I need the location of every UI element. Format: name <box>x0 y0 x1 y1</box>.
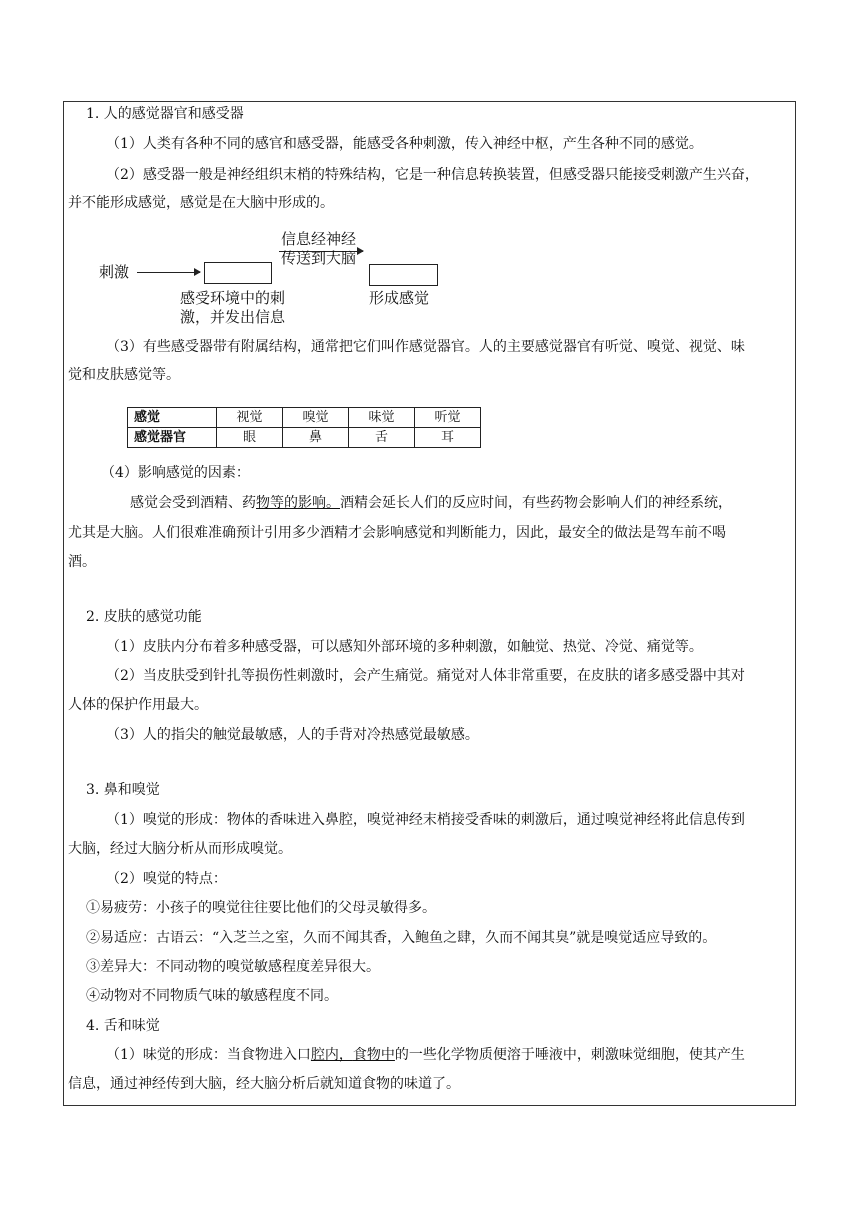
underlined-text: 腔内， <box>310 1047 353 1063</box>
s3-list-item-1: ①易疲劳：小孩子的嗅觉往往要比他们的父母灵敏得多。 <box>86 900 436 916</box>
s2-paragraph-3: （3）人的指尖的触觉最敏感，人的手背对冷热感觉最敏感。 <box>106 727 479 743</box>
text-span: 感觉会受到酒精、药 <box>130 495 256 511</box>
s1-paragraph-3-line-1: （3）有些感受器带有附属结构，通常把它们叫作感觉器官。人的主要感觉器官有听觉、嗅觉、视觉、味 <box>106 339 745 355</box>
table-row <box>128 428 481 448</box>
table-cell: 舌 <box>349 428 415 448</box>
s1-paragraph-4-line-1 <box>130 493 732 513</box>
section-1-title: 1. 人的感觉器官和感受器 <box>86 106 244 122</box>
table-header-sensation: 感觉 <box>128 408 217 428</box>
s1-paragraph-4-line-2: 尤其是大脑。人们很难准确预计引用多少酒精才会影响感觉和判断能力，因此，最安全的做法是驾车前不喝 <box>68 525 726 541</box>
brain-box <box>369 264 438 286</box>
table-cell: 味觉 <box>349 408 415 428</box>
transmit-label-line-1: 信息经神经 <box>281 230 357 248</box>
arrow-to-receptor <box>137 272 200 273</box>
transmit-label-line-2: 传送到大脑 <box>281 249 357 267</box>
section-4-title: 4. 舌和味觉 <box>86 1018 160 1034</box>
table-cell: 嗅觉 <box>283 408 349 428</box>
s4-paragraph-1-line-2: 信息，通过神经传到大脑，经大脑分析后就知道食物的味道了。 <box>68 1076 460 1092</box>
underlined-text: 物等的影响。 <box>256 495 340 511</box>
underlined-text: 食物中 <box>352 1047 395 1063</box>
receptor-label-line-2: 激，并发出信息 <box>180 308 286 326</box>
s1-paragraph-2-line-2: 并不能形成感觉，感觉是在大脑中形成的。 <box>68 195 334 211</box>
table-row <box>128 408 481 428</box>
table-cell: 听觉 <box>415 408 481 428</box>
table-cell: 鼻 <box>283 428 349 448</box>
s3-list-item-4: ④动物对不同物质气味的敏感程度不同。 <box>86 988 338 1004</box>
s2-paragraph-2-line-1: （2）当皮肤受到针扎等损伤性刺激时，会产生痛觉。痛觉对人体非常重要，在皮肤的诸多感受器中其对 <box>106 668 745 684</box>
table-cell: 耳 <box>415 428 481 448</box>
s4-paragraph-1-line-1 <box>106 1045 745 1065</box>
s2-paragraph-2-line-2: 人体的保护作用最大。 <box>68 697 208 713</box>
s3-paragraph-1-line-1: （1）嗅觉的形成：物体的香味进入鼻腔，嗅觉神经末梢接受香味的刺激后，通过嗅觉神经将此信息传到 <box>106 812 745 828</box>
text-span: （1）味觉的形成：当食物进入口 <box>106 1047 311 1063</box>
text-span: 的一些化学物质便溶于唾液中，刺激味觉细胞，使其产生 <box>394 1047 745 1063</box>
content-frame <box>63 101 796 1106</box>
result-label: 形成感觉 <box>369 289 430 307</box>
s3-list-item-2: ②易适应：古语云：“入芝兰之室，久而不闻其香，入鲍鱼之肆，久而不闻其臭”就是嗅觉适应导致的。 <box>86 930 717 946</box>
s3-list-item-3: ③差异大：不同动物的嗅觉敏感程度差异很大。 <box>86 959 380 975</box>
table-cell: 视觉 <box>217 408 283 428</box>
s2-paragraph-1: （1）皮肤内分布着多种感受器，可以感知外部环境的多种刺激，如触觉、热觉、冷觉、痛觉等。 <box>106 639 703 655</box>
s1-paragraph-2-line-1: （2）感受器一般是神经组织末梢的特殊结构，它是一种信息转换装置，但感受器只能接受刺激产生兴奋， <box>106 167 759 183</box>
s1-paragraph-1: （1）人类有各种不同的感官和感受器，能感受各种刺激，传入神经中枢，产生各种不同的感觉。 <box>106 136 703 152</box>
table-cell: 眼 <box>217 428 283 448</box>
stimulus-label: 刺激 <box>99 263 130 281</box>
s1-paragraph-4-line-3: 酒。 <box>68 554 96 570</box>
table-header-organ: 感觉器官 <box>128 428 217 448</box>
sense-organ-table <box>127 407 481 448</box>
text-span: 酒精会延长人们的反应时间，有些药物会影响人们的神经系统， <box>340 495 732 511</box>
s1-paragraph-4-title: （4）影响感觉的因素： <box>101 465 250 481</box>
receptor-label-line-1: 感受环境中的刺 <box>180 289 286 307</box>
section-2-title: 2. 皮肤的感觉功能 <box>86 609 202 625</box>
s1-paragraph-3-line-2: 觉和皮肤感觉等。 <box>68 367 180 383</box>
receptor-box <box>204 262 272 284</box>
s3-paragraph-1-line-2: 大脑，经过大脑分析从而形成嗅觉。 <box>68 841 292 857</box>
section-3-title: 3. 鼻和嗅觉 <box>86 782 160 798</box>
s3-paragraph-2-title: （2）嗅觉的特点： <box>106 871 227 887</box>
